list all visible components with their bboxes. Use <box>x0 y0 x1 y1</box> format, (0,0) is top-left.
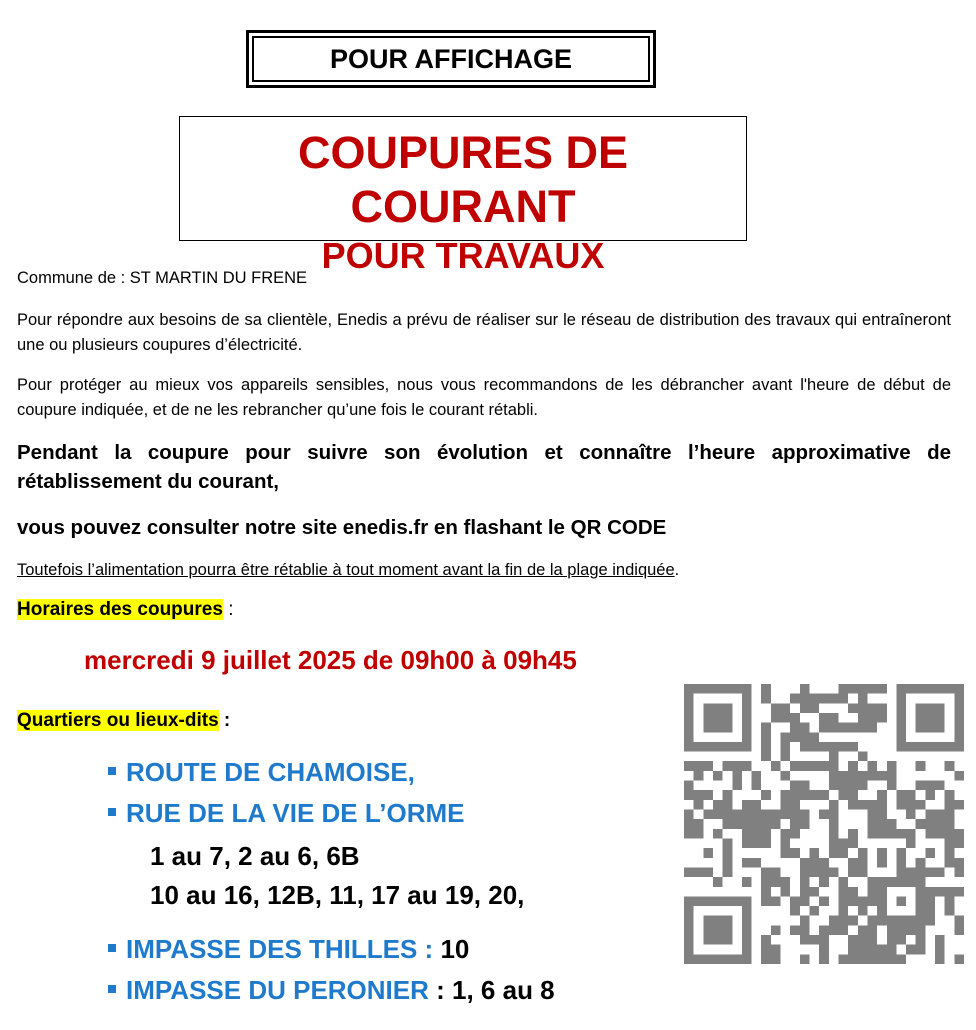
commune-line: Commune de : ST MARTIN DU FRENE <box>17 269 308 287</box>
street-name: IMPASSE DU PERONIER <box>126 975 429 1005</box>
horaires-suffix: : <box>222 599 234 620</box>
street-name: IMPASSE DES THILLES : <box>126 934 434 964</box>
qr-paragraph: vous pouvez consulter notre site enedis.fr en flashant le QR CODE <box>17 516 667 539</box>
street-item <box>108 795 465 831</box>
street-numbers: 10 au 16, 12B, 11, 17 au 19, 20, <box>150 880 525 910</box>
street-numbers: 1 au 7, 2 au 6, 6B <box>150 841 360 871</box>
follow-paragraph: Pendant la coupure pour suivre son évolution et connaître l’heure approximative de rétablissement du courant, <box>17 441 951 493</box>
bullet-icon <box>108 944 116 952</box>
street-name: ROUTE DE CHAMOISE, <box>126 757 415 787</box>
quartiers-suffix: : <box>218 710 231 731</box>
title-box <box>179 116 747 276</box>
quartiers-label: Quartiers ou lieux-dits <box>17 710 219 731</box>
advice-paragraph: Pour protéger au mieux vos appareils sensibles, nous vous recommandons de les débrancher avant l'heure de début de coupure indiquée, et de ne les rebrancher qu’une fois le courant rétabli. <box>17 376 951 419</box>
bullet-icon <box>108 808 116 816</box>
quartiers-heading <box>17 708 230 734</box>
street-number: : 1, 6 au 8 <box>428 975 555 1005</box>
street-name: RUE DE LA VIE DE L’ORME <box>126 798 465 828</box>
street-item <box>108 931 469 967</box>
schedule-text: mercredi 9 juillet 2025 de 09h00 à 09h45 <box>84 645 577 675</box>
street-item <box>108 754 415 790</box>
intro-paragraph: Pour répondre aux besoins de sa clientèle, Enedis a prévu de réaliser sur le réseau de distribution des travaux qui entraîneront une ou plusieurs coupures d’électricité. <box>17 311 951 354</box>
disclaimer-end: . <box>674 561 680 579</box>
qr-code-icon[interactable] <box>684 684 964 964</box>
horaires-label: Horaires des coupures <box>17 599 223 620</box>
horaires-heading <box>17 597 233 623</box>
display-badge-label: POUR AFFICHAGE <box>252 36 650 82</box>
street-number: 10 <box>433 934 470 964</box>
bullet-icon <box>108 985 116 993</box>
bullet-icon <box>108 767 116 775</box>
page-title: COUPURES DE COURANT <box>297 127 629 232</box>
street-item <box>108 972 555 1008</box>
disclaimer-text: Toutefois l’alimentation pourra être rétablie à tout moment avant la fin de la plage indiquée <box>17 561 675 579</box>
page-subtitle: POUR TRAVAUX <box>321 235 605 276</box>
display-badge <box>246 30 656 88</box>
disclaimer-line <box>17 558 951 583</box>
